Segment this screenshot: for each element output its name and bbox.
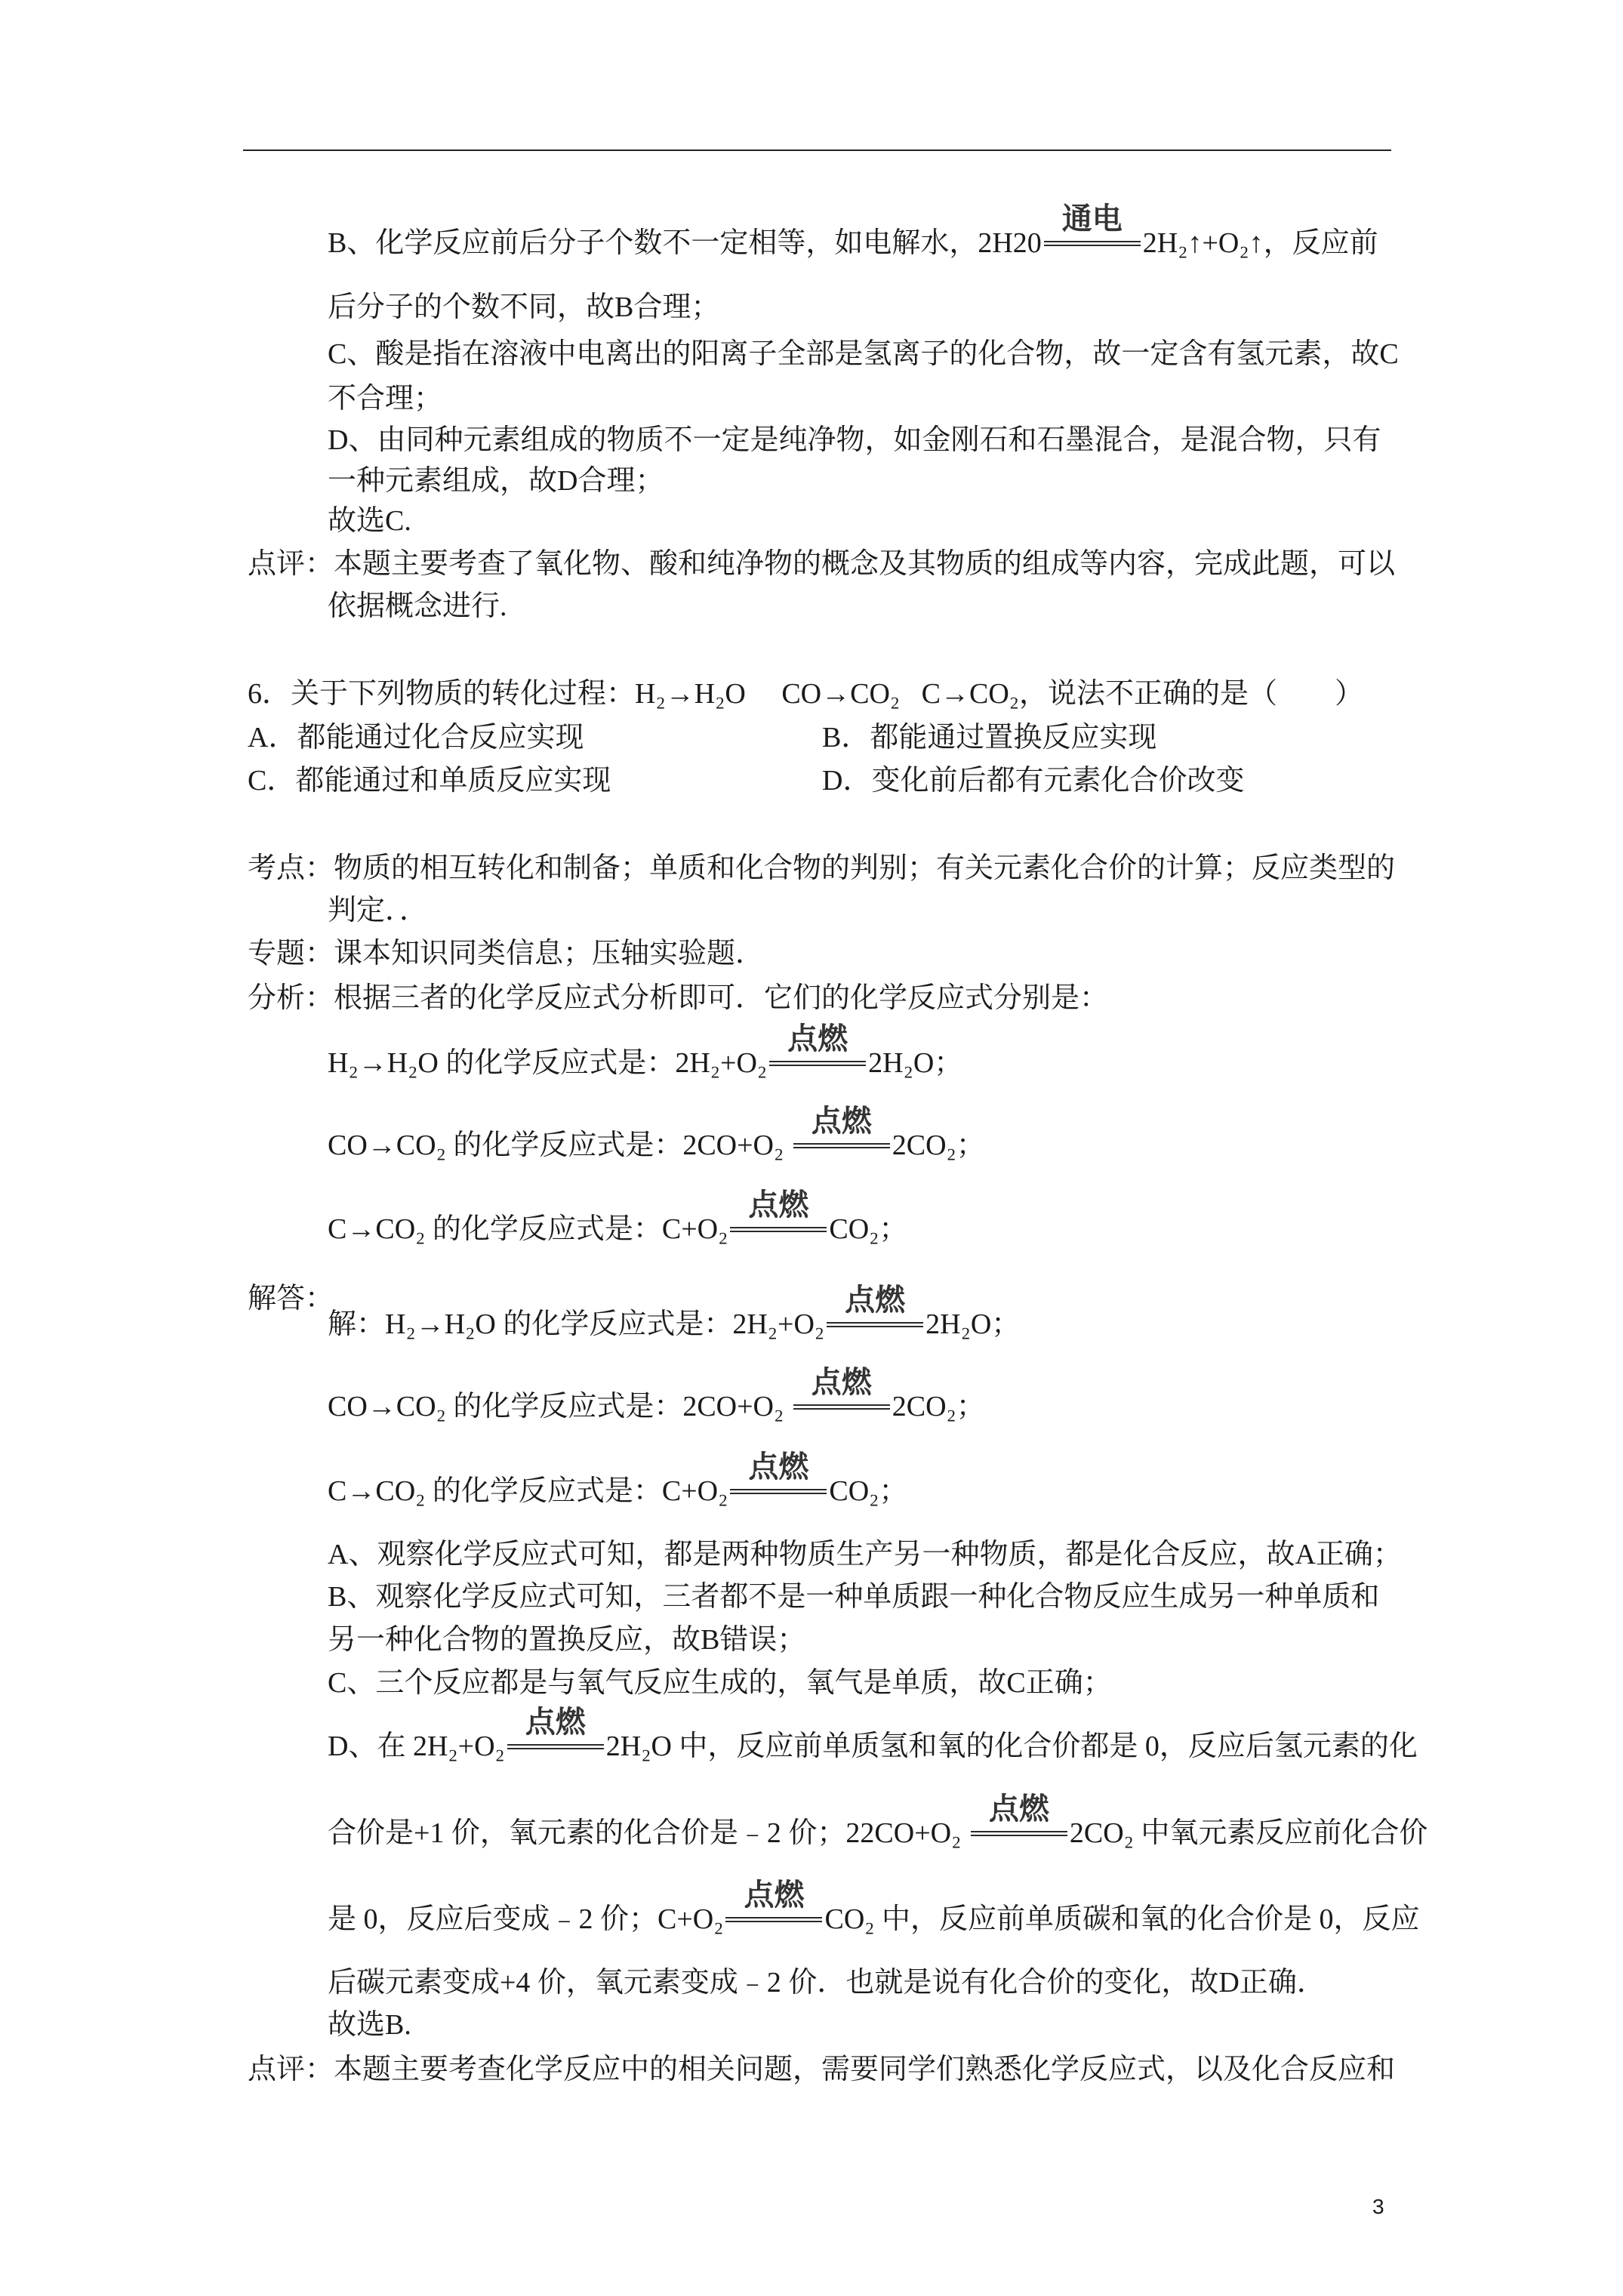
- q6-analysis-intro: [248, 982, 1108, 1015]
- equation-left: D、在 2H₂+O₂: [328, 1730, 505, 1762]
- text: D、由同种元素组成的物质不一定是纯净物，如金刚石和石墨混合，是混合物，只有: [328, 424, 1381, 456]
- equation-left: 解：H₂→H₂O 的化学反应式是：2H₂+O₂: [328, 1308, 825, 1340]
- q6-option-b: [822, 721, 1156, 754]
- q6-solution-d-line4: [328, 1966, 1326, 1999]
- equation-left: C→CO₂ 的化学反应式是：C+O₂: [328, 1475, 728, 1507]
- equation-left: 合价是+1 价，氧元素的化合价是﹣2 价；22CO+O₂: [328, 1817, 969, 1849]
- q6-option-d: [822, 764, 1244, 797]
- double-line: [971, 1831, 1067, 1836]
- q5-comment-line1: [248, 547, 1395, 581]
- equation-right: CO₂ 中，反应前单质碳和氧的化合价是 0，反应: [824, 1903, 1420, 1935]
- page-number: 3: [1372, 2195, 1384, 2218]
- q6-solution-d-line3: [328, 1878, 1420, 1936]
- reaction-condition: 通电: [1061, 202, 1123, 236]
- reaction-arrow: [971, 1792, 1067, 1850]
- double-line: [793, 1404, 890, 1410]
- reaction-condition: 点燃: [748, 1450, 809, 1484]
- text: 一种元素组成，故D合理；: [328, 465, 664, 497]
- q6-option-a: [248, 721, 584, 754]
- reaction-condition: 点燃: [845, 1283, 906, 1318]
- equation-right: 2H₂O 中，反应前单质氢和氧的化合价都是 0，反应后氢元素的化: [605, 1730, 1418, 1762]
- text: B、观察化学反应式可知，三者都不是一种单质跟一种化合物反应生成另一种单质和: [328, 1581, 1380, 1613]
- q5-option-d-line1: [328, 424, 1381, 457]
- text: 物质的相互转化和制备；单质和化合物的判别；有关元素化合价的计算；反应类型的: [334, 852, 1396, 884]
- equation-right: 2CO₂ 中氧元素反应前化合价: [1069, 1817, 1428, 1849]
- text: 根据三者的化学反应式分析即可．它们的化学反应式分别是：: [334, 982, 1109, 1014]
- reaction-arrow: [1044, 202, 1141, 260]
- text: 课本知识同类信息；压轴实验题．: [334, 938, 765, 969]
- equation-left: C→CO₂ 的化学反应式是：C+O₂: [328, 1213, 728, 1245]
- equation-left: B、化学反应前后分子个数不一定相等，如电解水，2H20: [328, 227, 1042, 259]
- text: C、酸是指在溶液中电离出的阳离子全部是氢离子的化合物，故一定含有氢元素，故C: [328, 338, 1399, 370]
- q6-solution-equation-2: [328, 1365, 985, 1423]
- text: B．都能通过置换反应实现: [822, 722, 1157, 754]
- reaction-arrow: [769, 1022, 866, 1080]
- double-line: [827, 1322, 923, 1327]
- q6-topic-line1: [248, 852, 1395, 885]
- q5-option-c-line2: [328, 382, 442, 415]
- q6-solution-label: [248, 1282, 334, 1315]
- equation-right: 2CO₂；: [892, 1130, 985, 1161]
- text: 判定．．: [328, 895, 429, 926]
- equation-left: H₂→H₂O 的化学反应式是：2H₂+O₂: [328, 1047, 768, 1079]
- q6-answer: [328, 2008, 411, 2042]
- header-rule: [243, 149, 1391, 151]
- text: 故选B.: [328, 2009, 411, 2041]
- double-line: [725, 1917, 822, 1922]
- q6-solution-equation-3: [328, 1450, 908, 1508]
- q6-analysis-equation-3: [328, 1188, 908, 1246]
- reaction-condition: 点燃: [811, 1104, 872, 1139]
- section-label: 点评：: [248, 548, 334, 580]
- text: C、三个反应都是与氧气反应生成的，氧气是单质，故C正确；: [328, 1667, 1112, 1699]
- reaction-arrow: [793, 1365, 890, 1423]
- text: 6．关于下列物质的转化过程：H₂→H₂O CO→CO₂ C→CO₂，说法不正确的是（ ）: [248, 678, 1364, 710]
- reaction-condition: 点燃: [787, 1022, 848, 1056]
- reaction-arrow: [793, 1104, 890, 1162]
- q6-solution-c: [328, 1666, 1112, 1700]
- q5-option-d-line2: [328, 464, 664, 498]
- reaction-arrow: [507, 1705, 604, 1763]
- reaction-condition: 点燃: [988, 1792, 1049, 1826]
- text: 另一种化合物的置换反应，故B错误；: [328, 1624, 806, 1656]
- text: 本题主要考查化学反应中的相关问题，需要同学们熟悉化学反应式，以及化合反应和: [334, 2054, 1396, 2085]
- text: 依据概念进行.: [328, 590, 507, 622]
- text: A、观察化学反应式可知，都是两种物质生产另一种物质，都是化合反应，故A正确；: [328, 1539, 1402, 1570]
- q6-solution-a: [328, 1538, 1402, 1571]
- equation-left: CO→CO₂ 的化学反应式是：2CO+O₂: [328, 1391, 791, 1422]
- reaction-arrow: [730, 1188, 827, 1246]
- q6-analysis-equation-2: [328, 1104, 985, 1162]
- q6-solution-b-line1: [328, 1580, 1379, 1613]
- q6-analysis-equation-1: [328, 1022, 963, 1080]
- section-label: 解答：: [248, 1283, 334, 1314]
- reaction-arrow: [730, 1450, 827, 1508]
- equation-left: 是 0，反应后变成﹣2 价；C+O₂: [328, 1903, 724, 1935]
- q5-option-b-line1: [328, 202, 1378, 260]
- text: D．变化前后都有元素化合价改变: [822, 765, 1245, 797]
- q6-comment-line1: [248, 2053, 1395, 2086]
- q6-stem: [248, 677, 1363, 710]
- equation-right: CO₂；: [829, 1213, 908, 1245]
- text: 后碳元素变成+4 价，氧元素变成﹣2 价．也就是说有化合价的变化，故D正确．: [328, 1967, 1326, 1999]
- reaction-condition: 点燃: [811, 1365, 872, 1400]
- q5-option-c-line1: [328, 337, 1399, 371]
- q6-subject: [248, 937, 764, 970]
- double-line: [769, 1061, 866, 1066]
- double-line: [507, 1744, 604, 1749]
- reaction-condition: 点燃: [748, 1188, 809, 1222]
- reaction-condition: 点燃: [744, 1878, 805, 1912]
- section-label: 点评：: [248, 2054, 334, 2085]
- q5-comment-line2: [328, 590, 507, 623]
- q6-solution-b-line2: [328, 1623, 805, 1657]
- equation-right: 2H₂O；: [868, 1047, 963, 1079]
- equation-right: CO₂；: [829, 1475, 908, 1507]
- q6-solution-d-line2: [328, 1792, 1428, 1850]
- text: 本题主要考查了氧化物、酸和纯净物的概念及其物质的组成等内容，完成此题，可以: [334, 548, 1396, 580]
- q6-solution-d-line1: [328, 1705, 1418, 1763]
- section-label: 考点：: [248, 852, 334, 884]
- section-label: 分析：: [248, 982, 334, 1014]
- equation-left: CO→CO₂ 的化学反应式是：2CO+O₂: [328, 1130, 791, 1161]
- double-line: [1044, 241, 1141, 246]
- reaction-arrow: [827, 1283, 923, 1341]
- text: A．都能通过化合反应实现: [248, 722, 584, 754]
- reaction-condition: 点燃: [525, 1705, 586, 1740]
- reaction-arrow: [725, 1878, 822, 1936]
- text: 不合理；: [328, 383, 443, 415]
- text: 后分子的个数不同，故B合理；: [328, 291, 720, 323]
- equation-right: 2CO₂；: [892, 1391, 985, 1422]
- q6-solution-equation-1: [328, 1283, 1021, 1341]
- text: C．都能通过和单质反应实现: [248, 765, 611, 797]
- double-line: [793, 1143, 890, 1148]
- equation-right: 2H₂↑+O₂↑，反应前: [1142, 227, 1378, 259]
- text: 故选C.: [328, 505, 411, 537]
- double-line: [730, 1489, 827, 1494]
- double-line: [730, 1227, 827, 1232]
- section-label: 专题：: [248, 938, 334, 969]
- q6-option-c: [248, 764, 611, 797]
- q6-topic-line2: [328, 894, 428, 927]
- q5-answer: [328, 504, 411, 538]
- equation-right: 2H₂O；: [925, 1308, 1021, 1340]
- q5-option-b-line2: [328, 291, 719, 324]
